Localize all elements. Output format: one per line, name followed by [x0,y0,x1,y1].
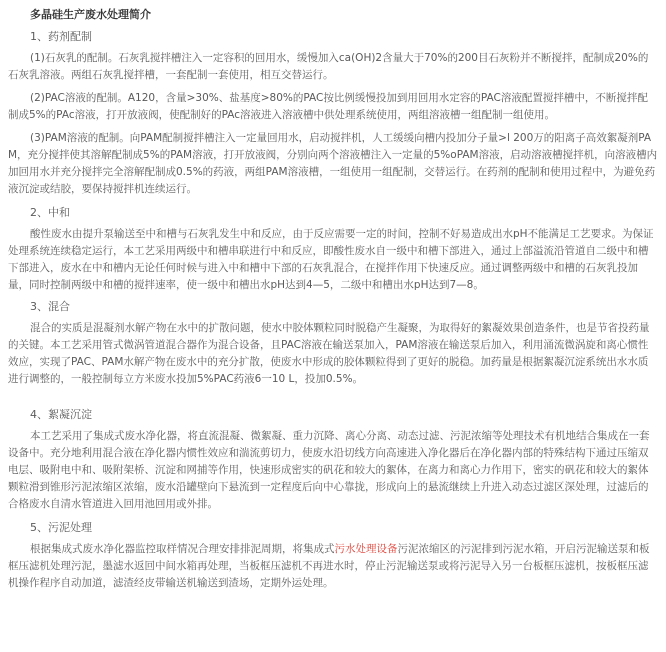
paragraph-flocculation: 本工艺采用了集成式废水净化器，将直流混凝、微絮凝、重力沉降、离心分离、动态过滤、污泥浓缩等处理技术有机地结合集成在一套设备中。充分地利用混合液在净化器内惯性效应和湍流剪切力，使废水沿切线方向高速进入净化器后在净化器内部的特殊结构下通过压缩双电层、吸附电中和、吸附架桥、沉淀和网捕等作用，快速形成密实的矾花和较大的絮体，在离力和离心力作用下，密实的矾花和较大的絮体颗粒滑到锥形污泥浓缩区浓缩，废水沿罐壁向下悬流到一定程度后向中心靠拢，形成向上的悬流继续上升进入动态过滤区深处理，过滤后的合格废水自清水管道进入回用池回用或外排。 [8,430,650,510]
section-heading-flocculation: 4、絮凝沉淀 [30,408,92,421]
paragraph-neutralization: 酸性废水由提升泵输送至中和槽与石灰乳发生中和反应，由于反应需要一定的时间，控制不好易造成出水pH不能满足工艺要求。为保证处理系统连续稳定运行，本工艺采用两级中和槽串联进行中和反应，即酸性废水自一级中和槽下部进入，通过上部溢流沿管道自二级中和槽下部进入，废水在中和槽内无论任何时候与进入中和槽中下部的石灰乳混合，在搅拌作用下快速反应。通过调整两级中和槽的石灰乳投加量，同时控制两级中和槽的搅拌速率，使一级中和槽出水pH达到4—5，二级中和槽出水pH达到7—8。 [8,228,654,291]
paragraph-pam-prep: (3)PAM溶液的配制。向PAM配制搅拌槽注入一定量回用水，启动搅拌机，人工缓缓向槽内投加分子量>l 200万的阳离子高效絮凝剂PAM，充分搅拌使其溶解配制成5%的PAM溶液，打开放液阀，分别向两个溶液槽注入一定量的5%oPAM溶液，启动溶液槽搅拌机，向溶液槽内加回用水并充分搅拌完全溶解配制成0.5%的药液，两组PAM溶液槽，一组使用一组配制，交替运行。在药剂的配制和使用过程中，为避免药液沉淀或结胶，要保持搅拌机连续运行。 [8,132,658,195]
paragraph-mixing: 混合的实质是混凝剂水解产物在水中的扩散问题，使水中胶体颗粒同时脱稳产生凝聚，为取得好的絮凝效果创造条件，也是节省投药量的关键。本工艺采用管式微涡管道混合器作为混合设备，且PAC溶液在输送泵加入，PAM溶液在输送泵后加入，利用涌流微涡旋和离心惯性效应，实现了PAC、PAM水解产物在废水中的充分扩散，使废水中形成的胶体颗粒得到了更好的脱稳。加药量是根据絮凝沉淀系统出水水质进行调整的，一般控制每立方米废水投加5%PAC药液6一10 L，投加0.5%。 [8,322,650,385]
section-heading-mixing: 3、混合 [30,300,70,313]
section-heading-reagent-prep: 1、药剂配制 [30,30,92,43]
section-heading-sludge: 5、污泥处理 [30,521,92,534]
paragraph-pac-prep: (2)PAC溶液的配制。A120，含量>30%、盐基度>80%的PAC按比例缓慢投加到用回用水定容的PAC溶液配置搅拌槽中，不断搅拌配制成5%的PAc溶液，打开放液阀，使配制好的PAc溶液进入溶液槽中供处理系统使用，两组溶液槽一组配制一组使用。 [8,92,648,121]
paragraph-sludge-text-after: 污泥浓缩区的污泥排到污泥水箱，开启污泥输送泵和板框压滤机处理污泥，墨滤水返回中间水箱再处理，当板框压滤机不再进水时，停止污泥输送泵或将污泥导入另一台板框压滤机，按板框压滤机操作程序自动加道，滤渣经皮带输送机输送到渣场，定期外运处理。 [8,543,650,589]
paragraph-sludge-text-before: 根据集成式废水净化器监控取样情况合理安排排泥周期，将集成式 [30,543,335,555]
paragraph-sludge [8,541,658,592]
article-title: 多晶硅生产废水处理简介 [30,8,151,21]
section-heading-neutralization: 2、中和 [30,206,70,219]
sewage-equipment-link[interactable]: 污水处理设备 [334,543,398,555]
paragraph-lime-milk-prep: (1)石灰乳的配制。石灰乳搅拌槽注入一定容积的回用水，缓慢加入ca(OH)2含量大于70%的200目石灰粉并不断搅拌，配制成20%的石灰乳溶液。两组石灰乳搅拌槽，一套配制一套使用，相互交替运行。 [8,52,649,81]
